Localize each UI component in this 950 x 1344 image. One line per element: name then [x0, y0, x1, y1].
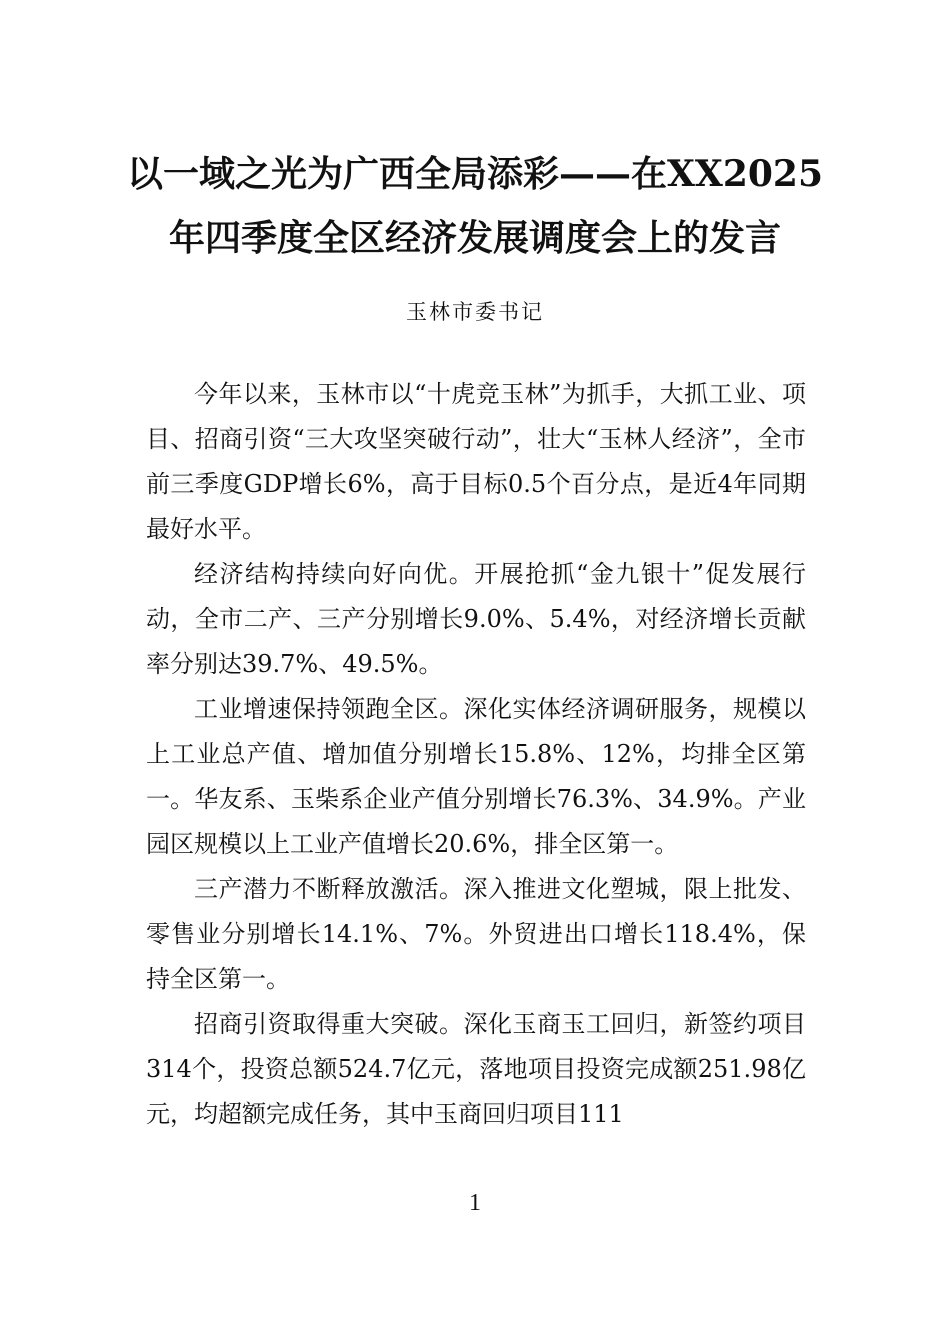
author-line: 玉林市委书记 [406, 300, 544, 324]
paragraph-intro: 今年以来，玉林市以“十虎竞玉林”为抓手，大抓工业、项目、招商引资“三大攻坚突破行动”，壮大“玉林人经济”，全市前三季度GDP增长6%，高于目标0.5个百分点，是近4年同期最好水平。 [146, 380, 806, 543]
document-title [100, 142, 850, 270]
paragraph-economic-structure: 经济结构持续向好向优。开展抢抓“金九银十”促发展行动，全市二产、三产分别增长9.0%、5.4%，对经济增长贡献率分别达39.7%、49.5%。 [146, 560, 806, 678]
paragraph-tertiary-industry: 三产潜力不断释放激活。深入推进文化塑城，限上批发、零售业分别增长14.1%、7%。外贸进出口增长118.4%，保持全区第一。 [146, 875, 806, 993]
title-line-1: 以一域之光为广西全局添彩——在XX2025 [126, 153, 824, 195]
page-number: 1 [469, 1190, 481, 1216]
paragraph-industry-growth: 工业增速保持领跑全区。深化实体经济调研服务，规模以上工业总产值、增加值分别增长15.8%、12%，均排全区第一。华友系、玉柴系企业产值分别增长76.3%、34.9%。产业园区规模以上工业产值增长20.6%，排全区第一。 [146, 695, 806, 858]
title-line-2: 年四季度全区经济发展调度会上的发言 [168, 217, 781, 259]
document-body [146, 372, 806, 1137]
paragraph-investment-attraction: 招商引资取得重大突破。深化玉商玉工回归，新签约项目314个，投资总额524.7亿元，落地项目投资完成额251.98亿元，均超额完成任务，其中玉商回归项目111 [146, 1010, 806, 1128]
